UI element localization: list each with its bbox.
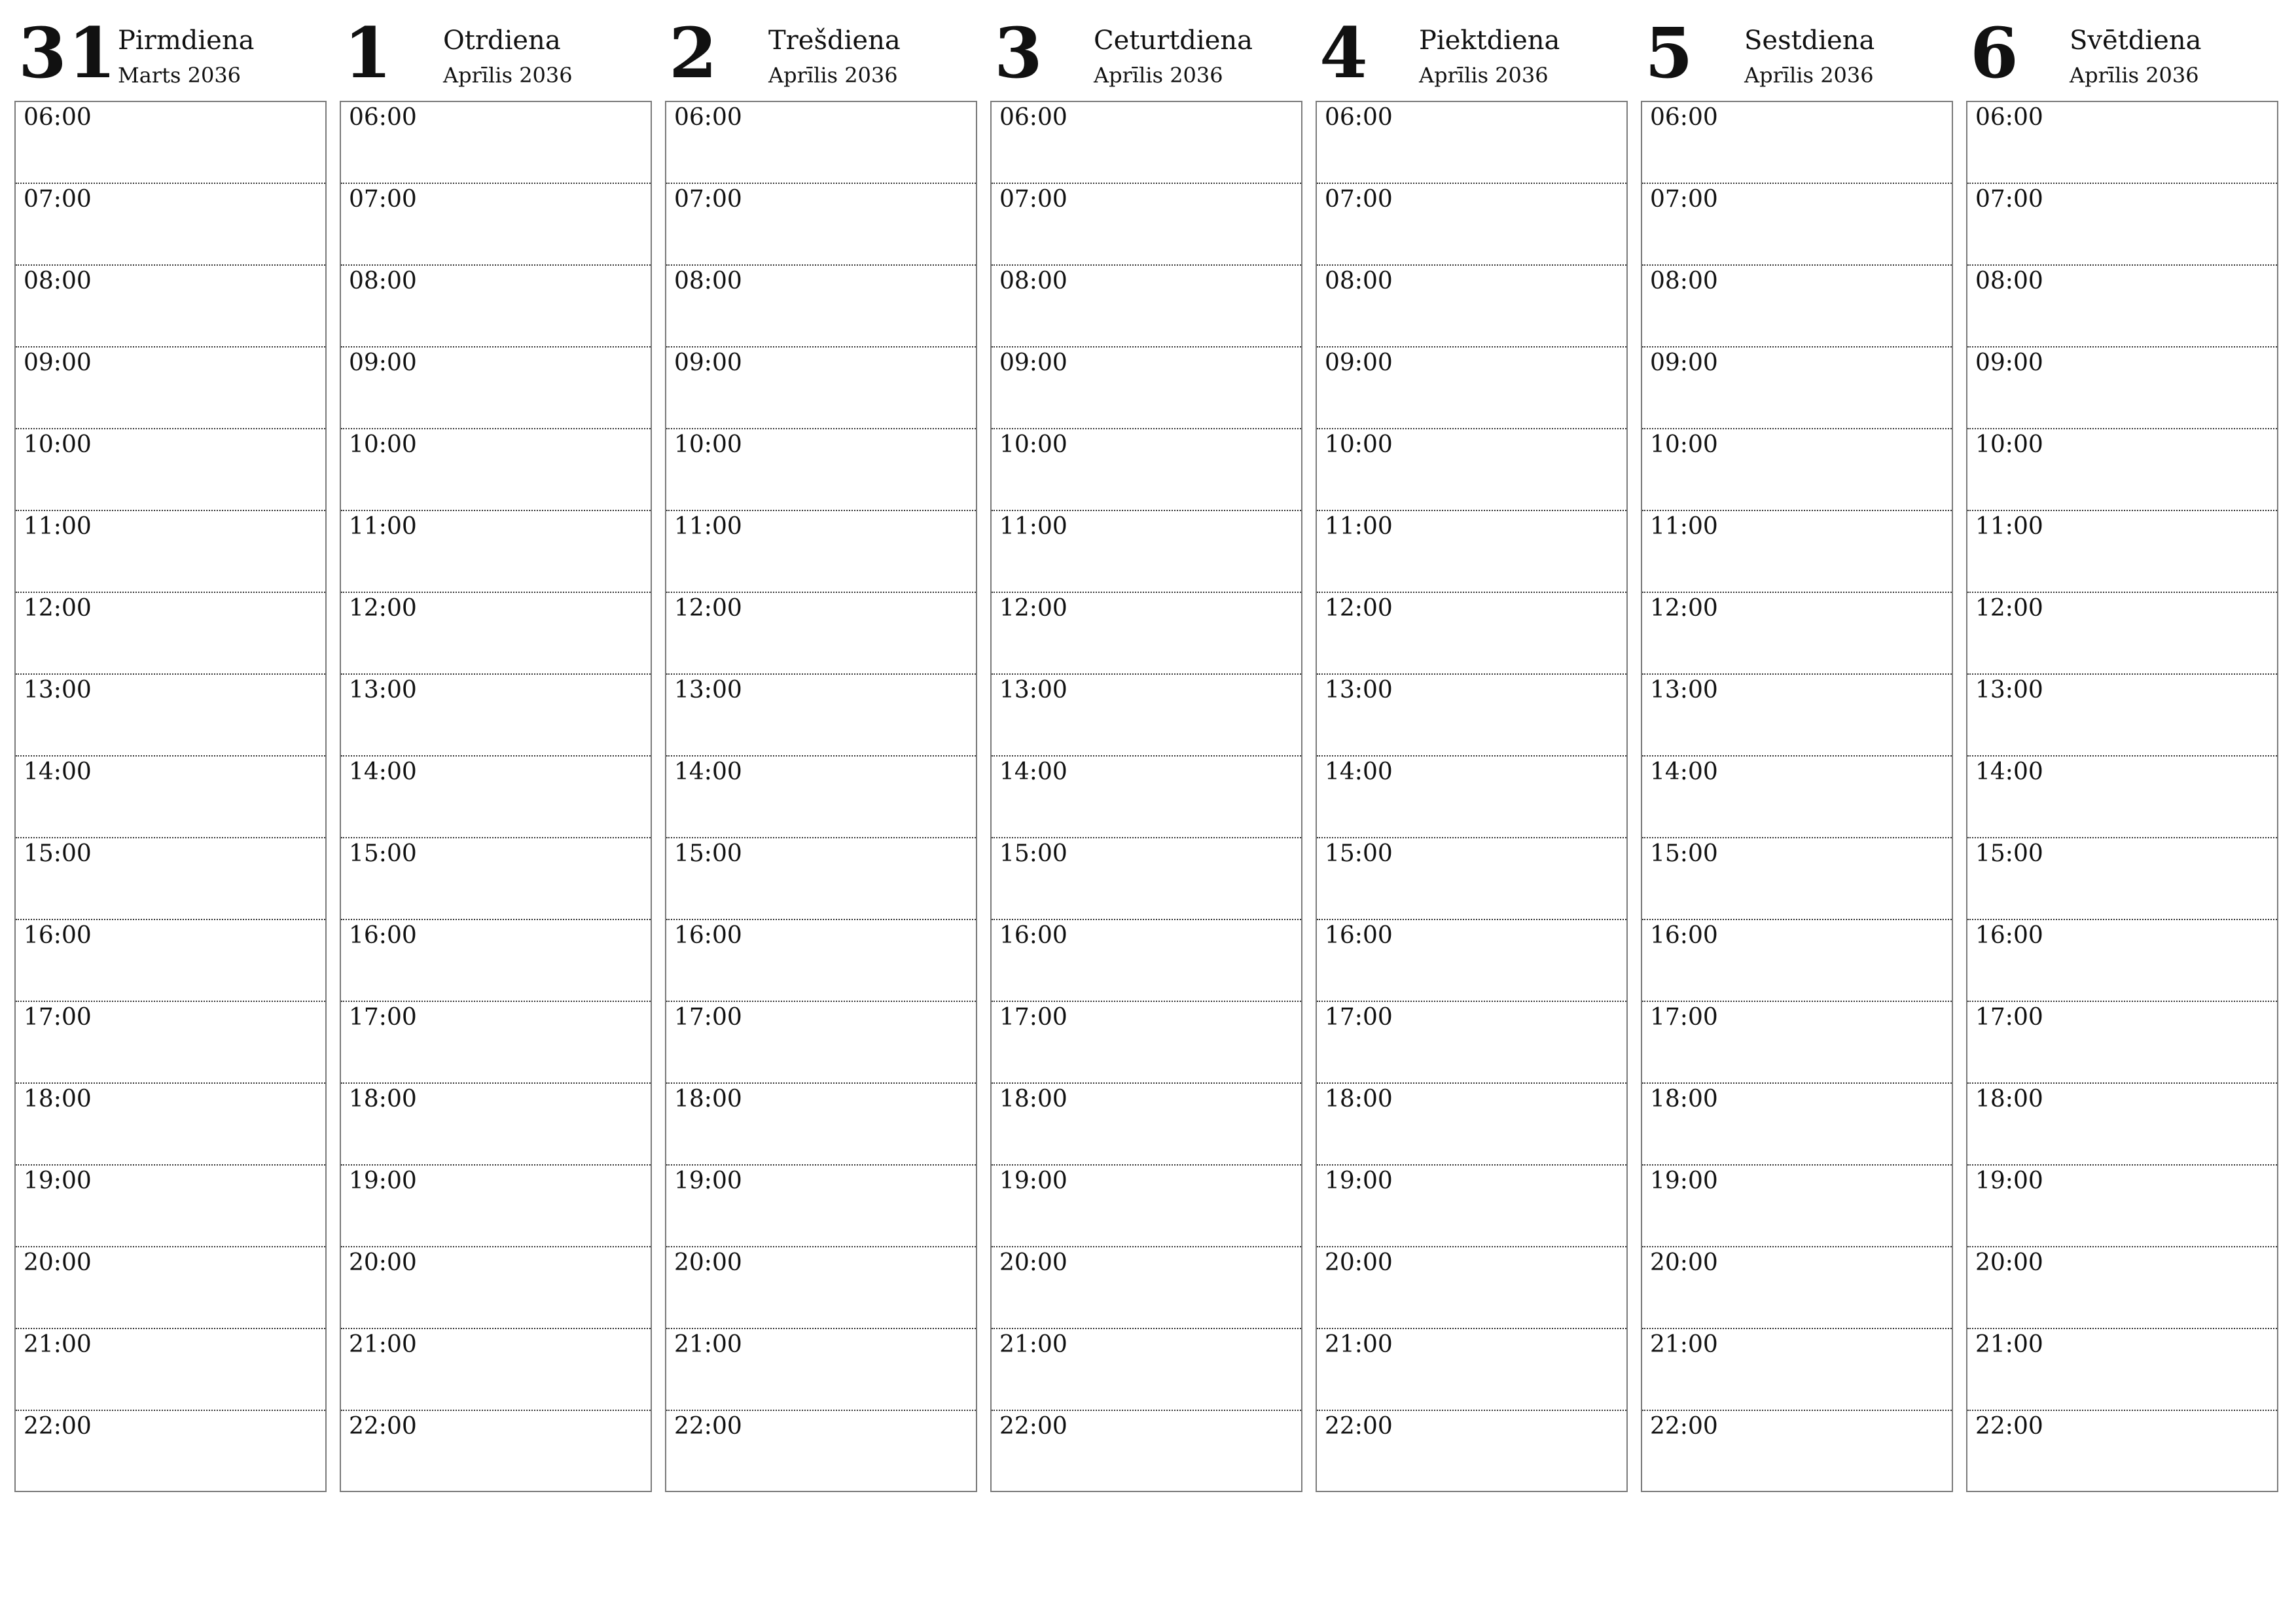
hour-label: 19:00: [1325, 1168, 1393, 1194]
hour-slot[interactable]: [666, 511, 976, 593]
hour-label: 21:00: [1325, 1331, 1393, 1358]
hour-slot[interactable]: [1642, 838, 1952, 920]
hour-slot[interactable]: [666, 266, 976, 348]
hour-slot[interactable]: [666, 1166, 976, 1247]
hour-label: 21:00: [24, 1331, 92, 1358]
hour-slot[interactable]: [666, 1329, 976, 1411]
hour-slot[interactable]: [992, 1247, 1301, 1329]
hour-slot[interactable]: [666, 1247, 976, 1329]
hour-label: 22:00: [24, 1413, 92, 1440]
hour-label: 10:00: [349, 431, 417, 458]
month-year-label: Aprīlis 2036: [2070, 63, 2199, 88]
weekday-name: Trešdiena: [768, 26, 901, 56]
hour-slot[interactable]: [1967, 920, 2277, 1002]
hour-slot[interactable]: [341, 1084, 651, 1166]
hour-slot[interactable]: [16, 348, 325, 429]
hour-slot[interactable]: [1642, 348, 1952, 429]
hour-slot[interactable]: [1642, 675, 1952, 757]
month-year-label: Aprīlis 2036: [1419, 63, 1549, 88]
hour-slot[interactable]: [1967, 1247, 2277, 1329]
hour-label: 06:00: [1650, 104, 1718, 131]
hour-slot[interactable]: [1967, 675, 2277, 757]
hour-slot[interactable]: [16, 266, 325, 348]
hour-slot[interactable]: [16, 1166, 325, 1247]
hour-slot[interactable]: [1642, 102, 1952, 184]
hour-slot[interactable]: [1967, 1002, 2277, 1084]
hour-label: 09:00: [1650, 349, 1718, 376]
hour-label: 16:00: [999, 922, 1067, 949]
hour-slot[interactable]: [992, 1084, 1301, 1166]
hour-slot[interactable]: [1967, 757, 2277, 838]
hour-slot[interactable]: [16, 1411, 325, 1493]
day-header: [14, 14, 327, 101]
hour-label: 18:00: [1650, 1086, 1718, 1113]
hour-label: 10:00: [1325, 431, 1393, 458]
hour-slot[interactable]: [1642, 429, 1952, 511]
hour-label: 18:00: [999, 1086, 1067, 1113]
hour-label: 09:00: [1325, 349, 1393, 376]
hour-label: 06:00: [674, 104, 742, 131]
hour-slot[interactable]: [1642, 593, 1952, 675]
hour-slot[interactable]: [992, 348, 1301, 429]
weekday-name: Svētdiena: [2070, 26, 2202, 56]
hour-slot[interactable]: [1317, 1329, 1626, 1411]
hour-label: 10:00: [999, 431, 1067, 458]
hour-label: 20:00: [24, 1249, 92, 1276]
hour-label: 15:00: [24, 840, 92, 867]
hour-slot[interactable]: [1317, 1002, 1626, 1084]
hour-slot[interactable]: [992, 757, 1301, 838]
hour-label: 13:00: [999, 677, 1067, 704]
day-number: 5: [1645, 12, 1695, 94]
day-column: [14, 14, 327, 1500]
hour-slot[interactable]: [341, 757, 651, 838]
day-number: 4: [1319, 12, 1369, 94]
hour-label: 17:00: [349, 1004, 417, 1031]
hour-label: 14:00: [1650, 758, 1718, 785]
weekday-name: Ceturtdiena: [1094, 26, 1253, 56]
hour-label: 18:00: [24, 1086, 92, 1113]
hour-slot[interactable]: [1642, 1166, 1952, 1247]
hour-slot[interactable]: [1967, 593, 2277, 675]
hour-label: 15:00: [674, 840, 742, 867]
hour-slot[interactable]: [1317, 429, 1626, 511]
hour-slot[interactable]: [992, 1166, 1301, 1247]
day-number: 6: [1970, 12, 2020, 94]
hour-slot[interactable]: [666, 675, 976, 757]
hour-slot[interactable]: [666, 838, 976, 920]
hour-slot[interactable]: [341, 184, 651, 266]
hour-label: 14:00: [999, 758, 1067, 785]
day-column: [1641, 14, 1953, 1500]
hour-label: 13:00: [1650, 677, 1718, 704]
hour-label: 21:00: [1650, 1331, 1718, 1358]
hour-slot[interactable]: [341, 102, 651, 184]
hour-label: 20:00: [349, 1249, 417, 1276]
hour-slot[interactable]: [1967, 1166, 2277, 1247]
hour-label: 16:00: [1650, 922, 1718, 949]
hour-slot[interactable]: [341, 266, 651, 348]
day-header: [1966, 14, 2278, 101]
hour-label: 09:00: [1975, 349, 2043, 376]
month-year-label: Aprīlis 2036: [768, 63, 898, 88]
hour-slot[interactable]: [16, 1084, 325, 1166]
hour-slot[interactable]: [992, 1002, 1301, 1084]
weekday-name: Pirmdiena: [118, 26, 255, 56]
hour-label: 19:00: [674, 1168, 742, 1194]
hour-label: 17:00: [1650, 1004, 1718, 1031]
hour-label: 11:00: [1975, 513, 2043, 540]
hour-slot[interactable]: [341, 920, 651, 1002]
hour-label: 06:00: [24, 104, 92, 131]
hour-slot[interactable]: [341, 1411, 651, 1493]
hour-slot[interactable]: [341, 1166, 651, 1247]
day-column: [665, 14, 977, 1500]
hour-slot[interactable]: [1642, 757, 1952, 838]
hour-slot[interactable]: [341, 838, 651, 920]
hour-slot[interactable]: [16, 511, 325, 593]
hour-slot[interactable]: [16, 184, 325, 266]
hour-label: 19:00: [349, 1168, 417, 1194]
hour-slot[interactable]: [16, 675, 325, 757]
hour-label: 16:00: [24, 922, 92, 949]
hour-label: 07:00: [24, 186, 92, 213]
hour-label: 20:00: [999, 1249, 1067, 1276]
day-column: [1966, 14, 2278, 1500]
hour-label: 13:00: [674, 677, 742, 704]
hour-slot[interactable]: [16, 1329, 325, 1411]
hour-slot[interactable]: [992, 593, 1301, 675]
hour-slot[interactable]: [666, 920, 976, 1002]
hour-label: 20:00: [1325, 1249, 1393, 1276]
hour-slot[interactable]: [666, 184, 976, 266]
hour-label: 12:00: [24, 595, 92, 622]
hour-slot[interactable]: [1317, 1166, 1626, 1247]
hour-slot[interactable]: [666, 1002, 976, 1084]
hour-slot[interactable]: [1317, 266, 1626, 348]
hour-slot[interactable]: [1642, 184, 1952, 266]
hour-slot[interactable]: [1317, 184, 1626, 266]
hour-label: 07:00: [1650, 186, 1718, 213]
hour-slot[interactable]: [16, 838, 325, 920]
hour-label: 22:00: [1650, 1413, 1718, 1440]
hour-label: 16:00: [349, 922, 417, 949]
hour-label: 11:00: [999, 513, 1067, 540]
hour-label: 06:00: [999, 104, 1067, 131]
hour-slot[interactable]: [341, 429, 651, 511]
hour-label: 15:00: [349, 840, 417, 867]
hour-slot[interactable]: [1642, 1329, 1952, 1411]
month-year-label: Aprīlis 2036: [1094, 63, 1223, 88]
hour-slot[interactable]: [666, 348, 976, 429]
hour-label: 06:00: [1975, 104, 2043, 131]
hour-label: 22:00: [1975, 1413, 2043, 1440]
weekday-name: Otrdiena: [443, 26, 561, 56]
hour-label: 11:00: [1325, 513, 1393, 540]
hour-label: 14:00: [1325, 758, 1393, 785]
hour-slot[interactable]: [1317, 1247, 1626, 1329]
hour-label: 22:00: [674, 1413, 742, 1440]
hour-label: 11:00: [24, 513, 92, 540]
day-header: [665, 14, 977, 101]
hour-label: 15:00: [999, 840, 1067, 867]
hour-slot[interactable]: [1642, 266, 1952, 348]
hour-slot[interactable]: [341, 348, 651, 429]
hour-label: 21:00: [999, 1331, 1067, 1358]
day-number: 2: [669, 12, 719, 94]
day-header: [1316, 14, 1628, 101]
hour-slot[interactable]: [1967, 838, 2277, 920]
hour-slot[interactable]: [666, 102, 976, 184]
hour-slot[interactable]: [666, 1084, 976, 1166]
hour-label: 08:00: [1325, 268, 1393, 294]
hour-label: 17:00: [674, 1004, 742, 1031]
day-column: [340, 14, 652, 1500]
hour-slot[interactable]: [1642, 511, 1952, 593]
hour-label: 10:00: [674, 431, 742, 458]
hour-slot[interactable]: [1967, 266, 2277, 348]
hour-label: 21:00: [1975, 1331, 2043, 1358]
hour-label: 08:00: [1975, 268, 2043, 294]
hour-slot[interactable]: [1967, 102, 2277, 184]
hour-label: 08:00: [999, 268, 1067, 294]
hour-label: 19:00: [1650, 1168, 1718, 1194]
hour-label: 07:00: [1325, 186, 1393, 213]
hour-label: 13:00: [1325, 677, 1393, 704]
hour-slot[interactable]: [1317, 1411, 1626, 1493]
day-schedule-box: [1966, 101, 2278, 1492]
hour-slot[interactable]: [1967, 429, 2277, 511]
hour-slot[interactable]: [16, 429, 325, 511]
hour-label: 08:00: [24, 268, 92, 294]
hour-slot[interactable]: [992, 511, 1301, 593]
hour-slot[interactable]: [992, 184, 1301, 266]
hour-slot[interactable]: [341, 593, 651, 675]
hour-label: 17:00: [1325, 1004, 1393, 1031]
hour-label: 16:00: [1975, 922, 2043, 949]
hour-label: 06:00: [349, 104, 417, 131]
day-schedule-box: [665, 101, 977, 1492]
day-column: [1316, 14, 1628, 1500]
hour-label: 17:00: [1975, 1004, 2043, 1031]
hour-slot[interactable]: [16, 757, 325, 838]
hour-slot[interactable]: [1967, 184, 2277, 266]
hour-label: 09:00: [674, 349, 742, 376]
hour-slot[interactable]: [1317, 348, 1626, 429]
hour-slot[interactable]: [666, 757, 976, 838]
hour-label: 19:00: [1975, 1168, 2043, 1194]
hour-label: 15:00: [1325, 840, 1393, 867]
hour-slot[interactable]: [341, 1329, 651, 1411]
hour-slot[interactable]: [992, 266, 1301, 348]
weekday-name: Sestdiena: [1744, 26, 1875, 56]
hour-label: 09:00: [24, 349, 92, 376]
hour-slot[interactable]: [16, 1002, 325, 1084]
hour-label: 12:00: [1325, 595, 1393, 622]
hour-label: 10:00: [1650, 431, 1718, 458]
hour-label: 12:00: [1975, 595, 2043, 622]
hour-label: 07:00: [1975, 186, 2043, 213]
hour-label: 09:00: [349, 349, 417, 376]
hour-slot[interactable]: [992, 102, 1301, 184]
hour-label: 18:00: [1975, 1086, 2043, 1113]
hour-slot[interactable]: [992, 920, 1301, 1002]
day-header: [990, 14, 1302, 101]
hour-slot[interactable]: [1317, 675, 1626, 757]
hour-slot[interactable]: [666, 1411, 976, 1493]
hour-slot[interactable]: [1642, 1247, 1952, 1329]
hour-label: 10:00: [1975, 431, 2043, 458]
hour-slot[interactable]: [1967, 348, 2277, 429]
hour-slot[interactable]: [666, 429, 976, 511]
day-schedule-box: [14, 101, 327, 1492]
hour-slot[interactable]: [1967, 511, 2277, 593]
hour-slot[interactable]: [1967, 1411, 2277, 1493]
hour-label: 18:00: [1325, 1086, 1393, 1113]
hour-slot[interactable]: [992, 1411, 1301, 1493]
day-header: [340, 14, 652, 101]
day-schedule-box: [990, 101, 1302, 1492]
hour-label: 14:00: [1975, 758, 2043, 785]
hour-label: 22:00: [349, 1413, 417, 1440]
hour-label: 20:00: [1650, 1249, 1718, 1276]
hour-label: 12:00: [349, 595, 417, 622]
hour-label: 20:00: [674, 1249, 742, 1276]
hour-label: 13:00: [1975, 677, 2043, 704]
hour-slot[interactable]: [1642, 920, 1952, 1002]
hour-label: 13:00: [24, 677, 92, 704]
weekly-planner: [14, 14, 2286, 1500]
hour-label: 18:00: [349, 1086, 417, 1113]
hour-slot[interactable]: [1317, 920, 1626, 1002]
hour-label: 16:00: [674, 922, 742, 949]
day-number: 31: [18, 12, 118, 94]
hour-slot[interactable]: [1317, 1084, 1626, 1166]
hour-label: 10:00: [24, 431, 92, 458]
weekday-name: Piektdiena: [1419, 26, 1560, 56]
hour-slot[interactable]: [1967, 1329, 2277, 1411]
hour-label: 17:00: [24, 1004, 92, 1031]
hour-label: 15:00: [1650, 840, 1718, 867]
hour-slot[interactable]: [992, 1329, 1301, 1411]
hour-label: 07:00: [349, 186, 417, 213]
hour-label: 17:00: [999, 1004, 1067, 1031]
hour-label: 16:00: [1325, 922, 1393, 949]
hour-slot[interactable]: [992, 675, 1301, 757]
hour-label: 12:00: [674, 595, 742, 622]
hour-label: 22:00: [999, 1413, 1067, 1440]
hour-slot[interactable]: [1317, 511, 1626, 593]
hour-slot[interactable]: [666, 593, 976, 675]
month-year-label: Aprīlis 2036: [1744, 63, 1874, 88]
day-schedule-box: [1316, 101, 1628, 1492]
hour-slot[interactable]: [1642, 1411, 1952, 1493]
hour-label: 14:00: [24, 758, 92, 785]
hour-slot[interactable]: [1317, 757, 1626, 838]
hour-label: 09:00: [999, 349, 1067, 376]
hour-label: 21:00: [349, 1331, 417, 1358]
hour-label: 08:00: [674, 268, 742, 294]
day-schedule-box: [1641, 101, 1953, 1492]
hour-slot[interactable]: [1642, 1084, 1952, 1166]
hour-label: 18:00: [674, 1086, 742, 1113]
hour-slot[interactable]: [16, 102, 325, 184]
hour-label: 06:00: [1325, 104, 1393, 131]
hour-slot[interactable]: [1642, 1002, 1952, 1084]
hour-slot[interactable]: [16, 920, 325, 1002]
day-column: [990, 14, 1302, 1500]
hour-label: 08:00: [1650, 268, 1718, 294]
hour-label: 22:00: [1325, 1413, 1393, 1440]
hour-label: 08:00: [349, 268, 417, 294]
hour-slot[interactable]: [341, 511, 651, 593]
hour-label: 20:00: [1975, 1249, 2043, 1276]
hour-label: 07:00: [999, 186, 1067, 213]
hour-label: 12:00: [999, 595, 1067, 622]
hour-slot[interactable]: [341, 675, 651, 757]
hour-slot[interactable]: [16, 1247, 325, 1329]
day-schedule-box: [340, 101, 652, 1492]
hour-slot[interactable]: [992, 429, 1301, 511]
day-header: [1641, 14, 1953, 101]
month-year-label: Marts 2036: [118, 63, 242, 88]
hour-label: 19:00: [999, 1168, 1067, 1194]
hour-slot[interactable]: [341, 1002, 651, 1084]
hour-label: 21:00: [674, 1331, 742, 1358]
hour-label: 15:00: [1975, 840, 2043, 867]
hour-label: 11:00: [674, 513, 742, 540]
hour-slot[interactable]: [1317, 838, 1626, 920]
hour-slot[interactable]: [1967, 1084, 2277, 1166]
hour-slot[interactable]: [341, 1247, 651, 1329]
hour-label: 11:00: [349, 513, 417, 540]
hour-label: 12:00: [1650, 595, 1718, 622]
hour-label: 14:00: [349, 758, 417, 785]
hour-slot[interactable]: [992, 838, 1301, 920]
hour-slot[interactable]: [16, 593, 325, 675]
day-number: 3: [994, 12, 1044, 94]
month-year-label: Aprīlis 2036: [443, 63, 573, 88]
day-number: 1: [344, 12, 393, 94]
hour-label: 11:00: [1650, 513, 1718, 540]
hour-label: 14:00: [674, 758, 742, 785]
hour-label: 13:00: [349, 677, 417, 704]
hour-slot[interactable]: [1317, 102, 1626, 184]
hour-slot[interactable]: [1317, 593, 1626, 675]
hour-label: 07:00: [674, 186, 742, 213]
hour-label: 19:00: [24, 1168, 92, 1194]
